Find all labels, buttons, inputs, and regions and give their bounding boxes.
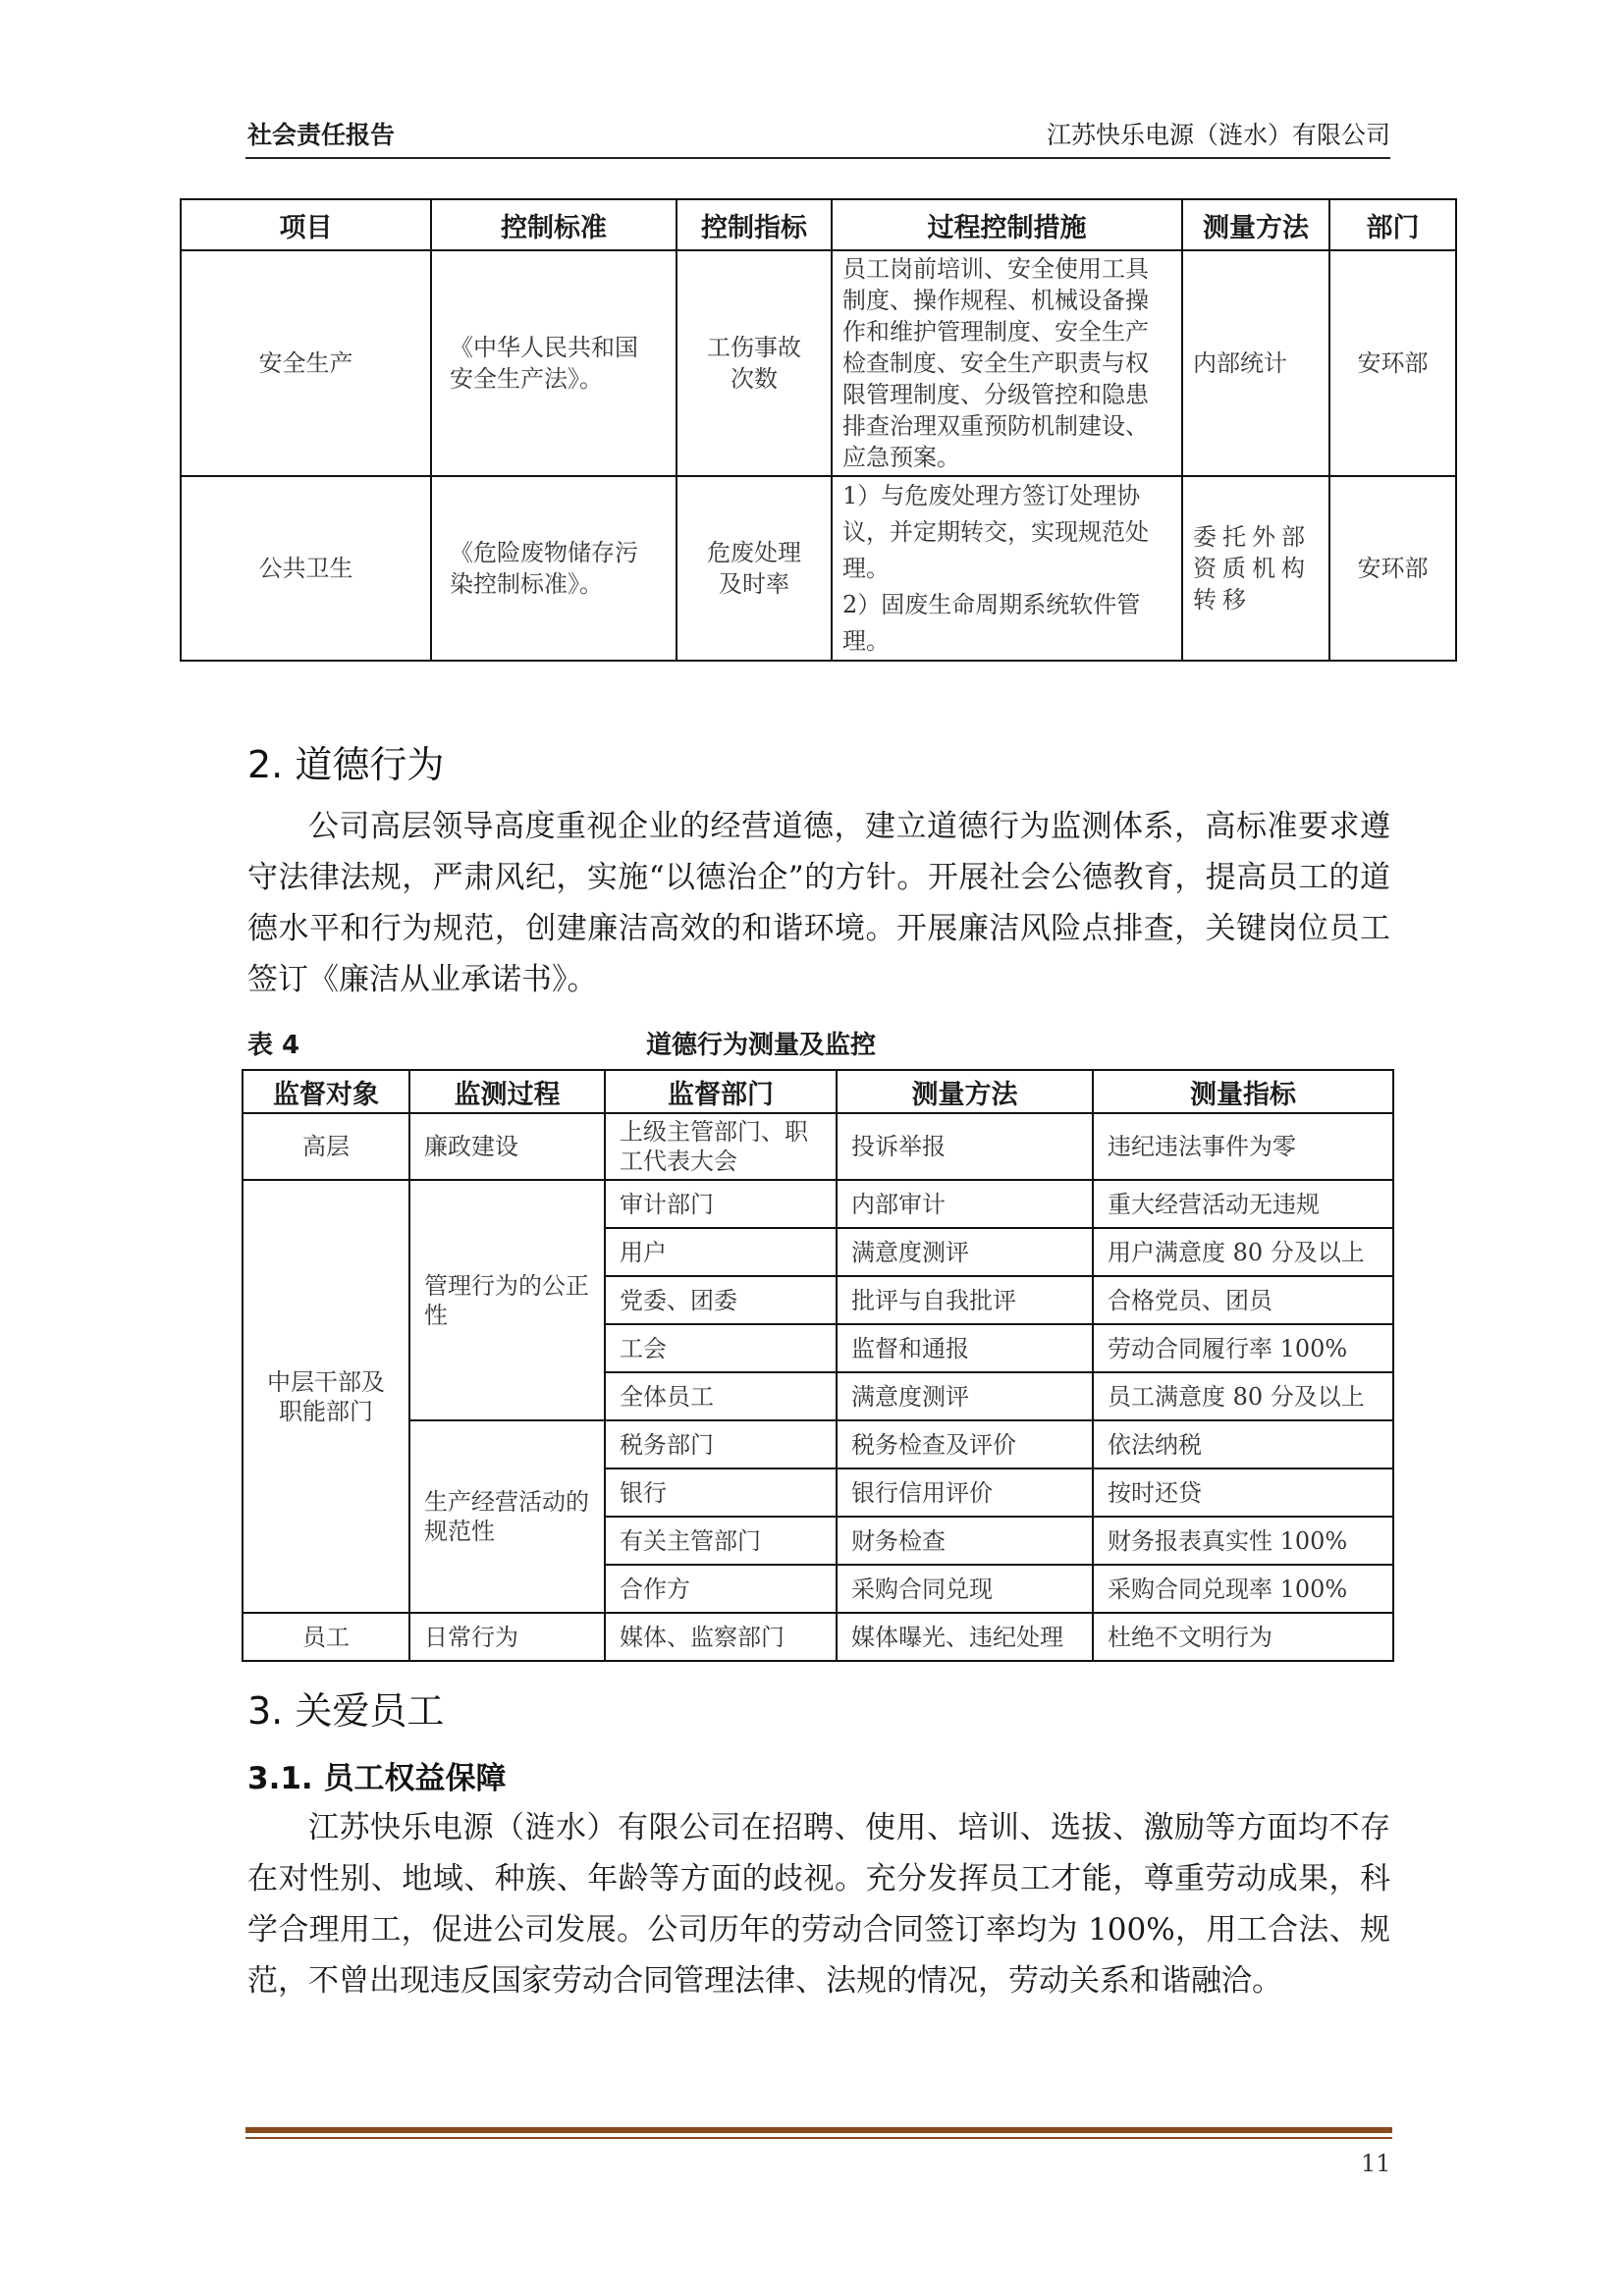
- table-cell: 内部审计: [837, 1180, 1093, 1228]
- column-header: 测量方法: [1182, 199, 1329, 250]
- table-cell: 内部统计: [1182, 250, 1329, 476]
- table-cell: 用户满意度 80 分及以上: [1093, 1228, 1393, 1276]
- running-header-company: 江苏快乐电源（涟水）有限公司: [1046, 121, 1390, 149]
- table-cell: 违纪违法事件为零: [1093, 1113, 1393, 1180]
- table-cell: 合格党员、团员: [1093, 1276, 1393, 1324]
- table-cell: 监督和通报: [837, 1324, 1093, 1372]
- section-heading: 3. 关爱员工: [247, 1689, 445, 1733]
- table-cell: 银行: [605, 1468, 837, 1517]
- table-cell: 满意度测评: [837, 1372, 1093, 1420]
- table-cell: 杜绝不文明行为: [1093, 1613, 1393, 1661]
- table-cell: 税务部门: [605, 1420, 837, 1468]
- column-header: 过程控制措施: [832, 199, 1182, 250]
- table-cell: 满意度测评: [837, 1228, 1093, 1276]
- table-row: [243, 1613, 1393, 1661]
- subsection-heading: 3.1. 员工权益保障: [247, 1761, 507, 1796]
- control-measures-table: [180, 198, 1457, 662]
- column-header: 控制标准: [431, 199, 677, 250]
- table-cell: 劳动合同履行率 100%: [1093, 1324, 1393, 1372]
- table-cell: 银行信用评价: [837, 1468, 1093, 1517]
- table-cell: 批评与自我批评: [837, 1276, 1093, 1324]
- table-cell: 生产经营活动的规范性: [409, 1420, 605, 1613]
- table-caption: 道德行为测量及监控: [646, 1031, 877, 1060]
- table-cell: 高层: [243, 1113, 409, 1180]
- table-cell: 工会: [605, 1324, 837, 1372]
- column-header: 测量指标: [1093, 1070, 1393, 1113]
- table-cell: 财务报表真实性 100%: [1093, 1517, 1393, 1565]
- table-cell: 媒体、监察部门: [605, 1613, 837, 1661]
- table-row: [181, 476, 1456, 661]
- table-cell: 按时还贷: [1093, 1468, 1393, 1517]
- table-cell: 用户: [605, 1228, 837, 1276]
- column-header: 控制指标: [677, 199, 832, 250]
- table-cell: 员工岗前培训、安全使用工具制度、操作规程、机械设备操作和维护管理制度、安全生产检查制度、安全生产职责与权限管理制度、分级管控和隐患排查治理双重预防机制建设、应急预案。: [832, 250, 1182, 476]
- measure-line: 1）与危废处理方签订处理协议，并定期转交，实现规范处理。: [842, 481, 1149, 582]
- column-header: 监测过程: [409, 1070, 605, 1113]
- table-cell: 委托外部资质机构转移: [1182, 476, 1329, 661]
- table-cell: 党委、团委: [605, 1276, 837, 1324]
- column-header: 监督部门: [605, 1070, 837, 1113]
- table-cell: 依法纳税: [1093, 1420, 1393, 1468]
- column-header: 测量方法: [837, 1070, 1093, 1113]
- page-number: 11: [1361, 2150, 1391, 2177]
- table-cell: [832, 476, 1182, 661]
- column-header: 项目: [181, 199, 431, 250]
- table-cell: 日常行为: [409, 1613, 605, 1661]
- ethics-monitoring-table: [242, 1069, 1394, 1662]
- header-rule: [245, 157, 1390, 159]
- table-cell: 采购合同兑现: [837, 1565, 1093, 1613]
- footer-rule-thin: [245, 2137, 1392, 2139]
- section-heading: 2. 道德行为: [247, 743, 445, 786]
- column-header: 监督对象: [243, 1070, 409, 1113]
- table-cell: 危废处理及时率: [677, 476, 832, 661]
- table-cell: 廉政建设: [409, 1113, 605, 1180]
- footer-rule: [245, 2127, 1392, 2133]
- table-row: [181, 250, 1456, 476]
- table-header-row: [181, 199, 1456, 250]
- body-paragraph: 公司高层领导高度重视企业的经营道德，建立道德行为监测体系，高标准要求遵守法律法规，严肃风纪，实施“以德治企”的方针。开展社会公德教育，提高员工的道德水平和行为规范，创建廉洁高效的和谐环境。开展廉洁风险点排查，关键岗位员工签订《廉洁从业承诺书》。: [247, 809, 1390, 997]
- measure-line: 2）固废生命周期系统软件管理。: [842, 590, 1141, 655]
- body-paragraph: 江苏快乐电源（涟水）有限公司在招聘、使用、培训、选拔、激励等方面均不存在对性别、地域、种族、年龄等方面的歧视。充分发挥员工才能，尊重劳动成果，科学合理用工，促进公司发展。公司历年的劳动合同签订率均为 100%，用工合法、规范，不曾出现违反国家劳动合同管理法律、法规的情况，劳动关系和谐融洽。: [247, 1810, 1390, 1999]
- table-cell: 税务检查及评价: [837, 1420, 1093, 1468]
- table-cell: 员工满意度 80 分及以上: [1093, 1372, 1393, 1420]
- table-cell: 审计部门: [605, 1180, 837, 1228]
- table-cell: 投诉举报: [837, 1113, 1093, 1180]
- table-cell: 工伤事故次数: [677, 250, 832, 476]
- table-cell: 媒体曝光、违纪处理: [837, 1613, 1093, 1661]
- table-cell: 上级主管部门、职工代表大会: [605, 1113, 837, 1180]
- table-cell: 财务检查: [837, 1517, 1093, 1565]
- table-cell: 重大经营活动无违规: [1093, 1180, 1393, 1228]
- table-cell: 全体员工: [605, 1372, 837, 1420]
- table-cell: 公共卫生: [181, 476, 431, 661]
- table-cell: 《中华人民共和国安全生产法》。: [431, 250, 677, 476]
- table-cell: 安全生产: [181, 250, 431, 476]
- table-label: 表 4: [247, 1031, 300, 1060]
- table-cell: 有关主管部门: [605, 1517, 837, 1565]
- table-header-row: [243, 1070, 1393, 1113]
- table-cell: 合作方: [605, 1565, 837, 1613]
- table-cell: 安环部: [1329, 476, 1456, 661]
- table-cell: 安环部: [1329, 250, 1456, 476]
- table-cell: 员工: [243, 1613, 409, 1661]
- table-cell: 采购合同兑现率 100%: [1093, 1565, 1393, 1613]
- table-row: [243, 1180, 1393, 1228]
- table-cell: 《危险废物储存污染控制标准》。: [431, 476, 677, 661]
- running-header-title: 社会责任报告: [247, 121, 396, 149]
- column-header: 部门: [1329, 199, 1456, 250]
- table-row: [243, 1113, 1393, 1180]
- table-row: [243, 1420, 1393, 1468]
- table-cell: 中层干部及职能部门: [243, 1180, 409, 1613]
- table-cell: 管理行为的公正性: [409, 1180, 605, 1420]
